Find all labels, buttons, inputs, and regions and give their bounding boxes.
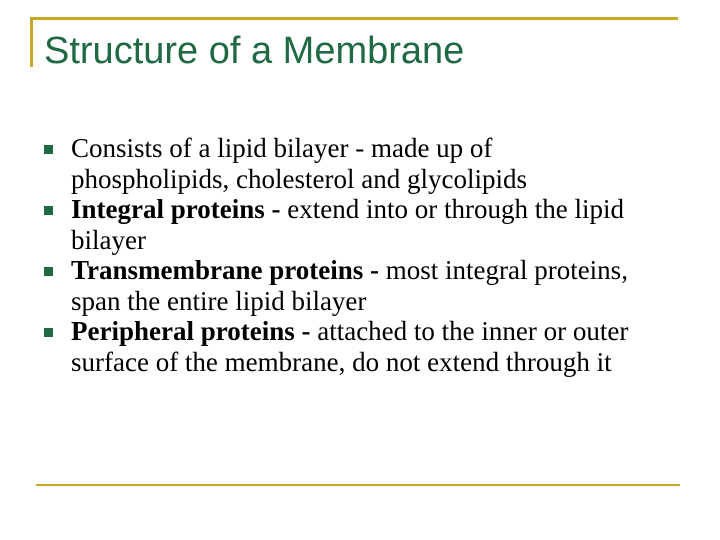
square-bullet-icon — [44, 206, 53, 215]
slide-title: Structure of a Membrane — [44, 30, 465, 72]
bullet-item-integral-proteins — [44, 194, 644, 255]
bullet-text: extend into or through the lipid bilayer — [71, 194, 624, 255]
bullet-text: Consists of a lipid bilayer - made up of phospholipids, cholesterol and glycolipids — [71, 133, 527, 194]
square-bullet-icon — [44, 267, 53, 276]
square-bullet-icon — [44, 145, 53, 154]
footer-rule — [36, 484, 680, 486]
bullet-text: most integral proteins, span the entire lipid bilayer — [71, 255, 628, 316]
bullet-term: Peripheral proteins - — [71, 316, 311, 346]
bullet-item-transmembrane-proteins — [44, 255, 644, 316]
bullet-term: Integral proteins - — [71, 194, 281, 224]
bullet-text: attached to the inner or outer surface of the membrane, do not extend through it — [71, 316, 629, 377]
bullet-item-peripheral-proteins — [44, 316, 644, 377]
bullet-list — [44, 133, 644, 377]
bullet-item-lipid-bilayer — [44, 133, 644, 194]
title-frame-left-rule — [30, 17, 33, 67]
square-bullet-icon — [44, 328, 53, 337]
bullet-term: Transmembrane proteins - — [71, 255, 379, 285]
title-frame-top-rule — [30, 17, 678, 20]
